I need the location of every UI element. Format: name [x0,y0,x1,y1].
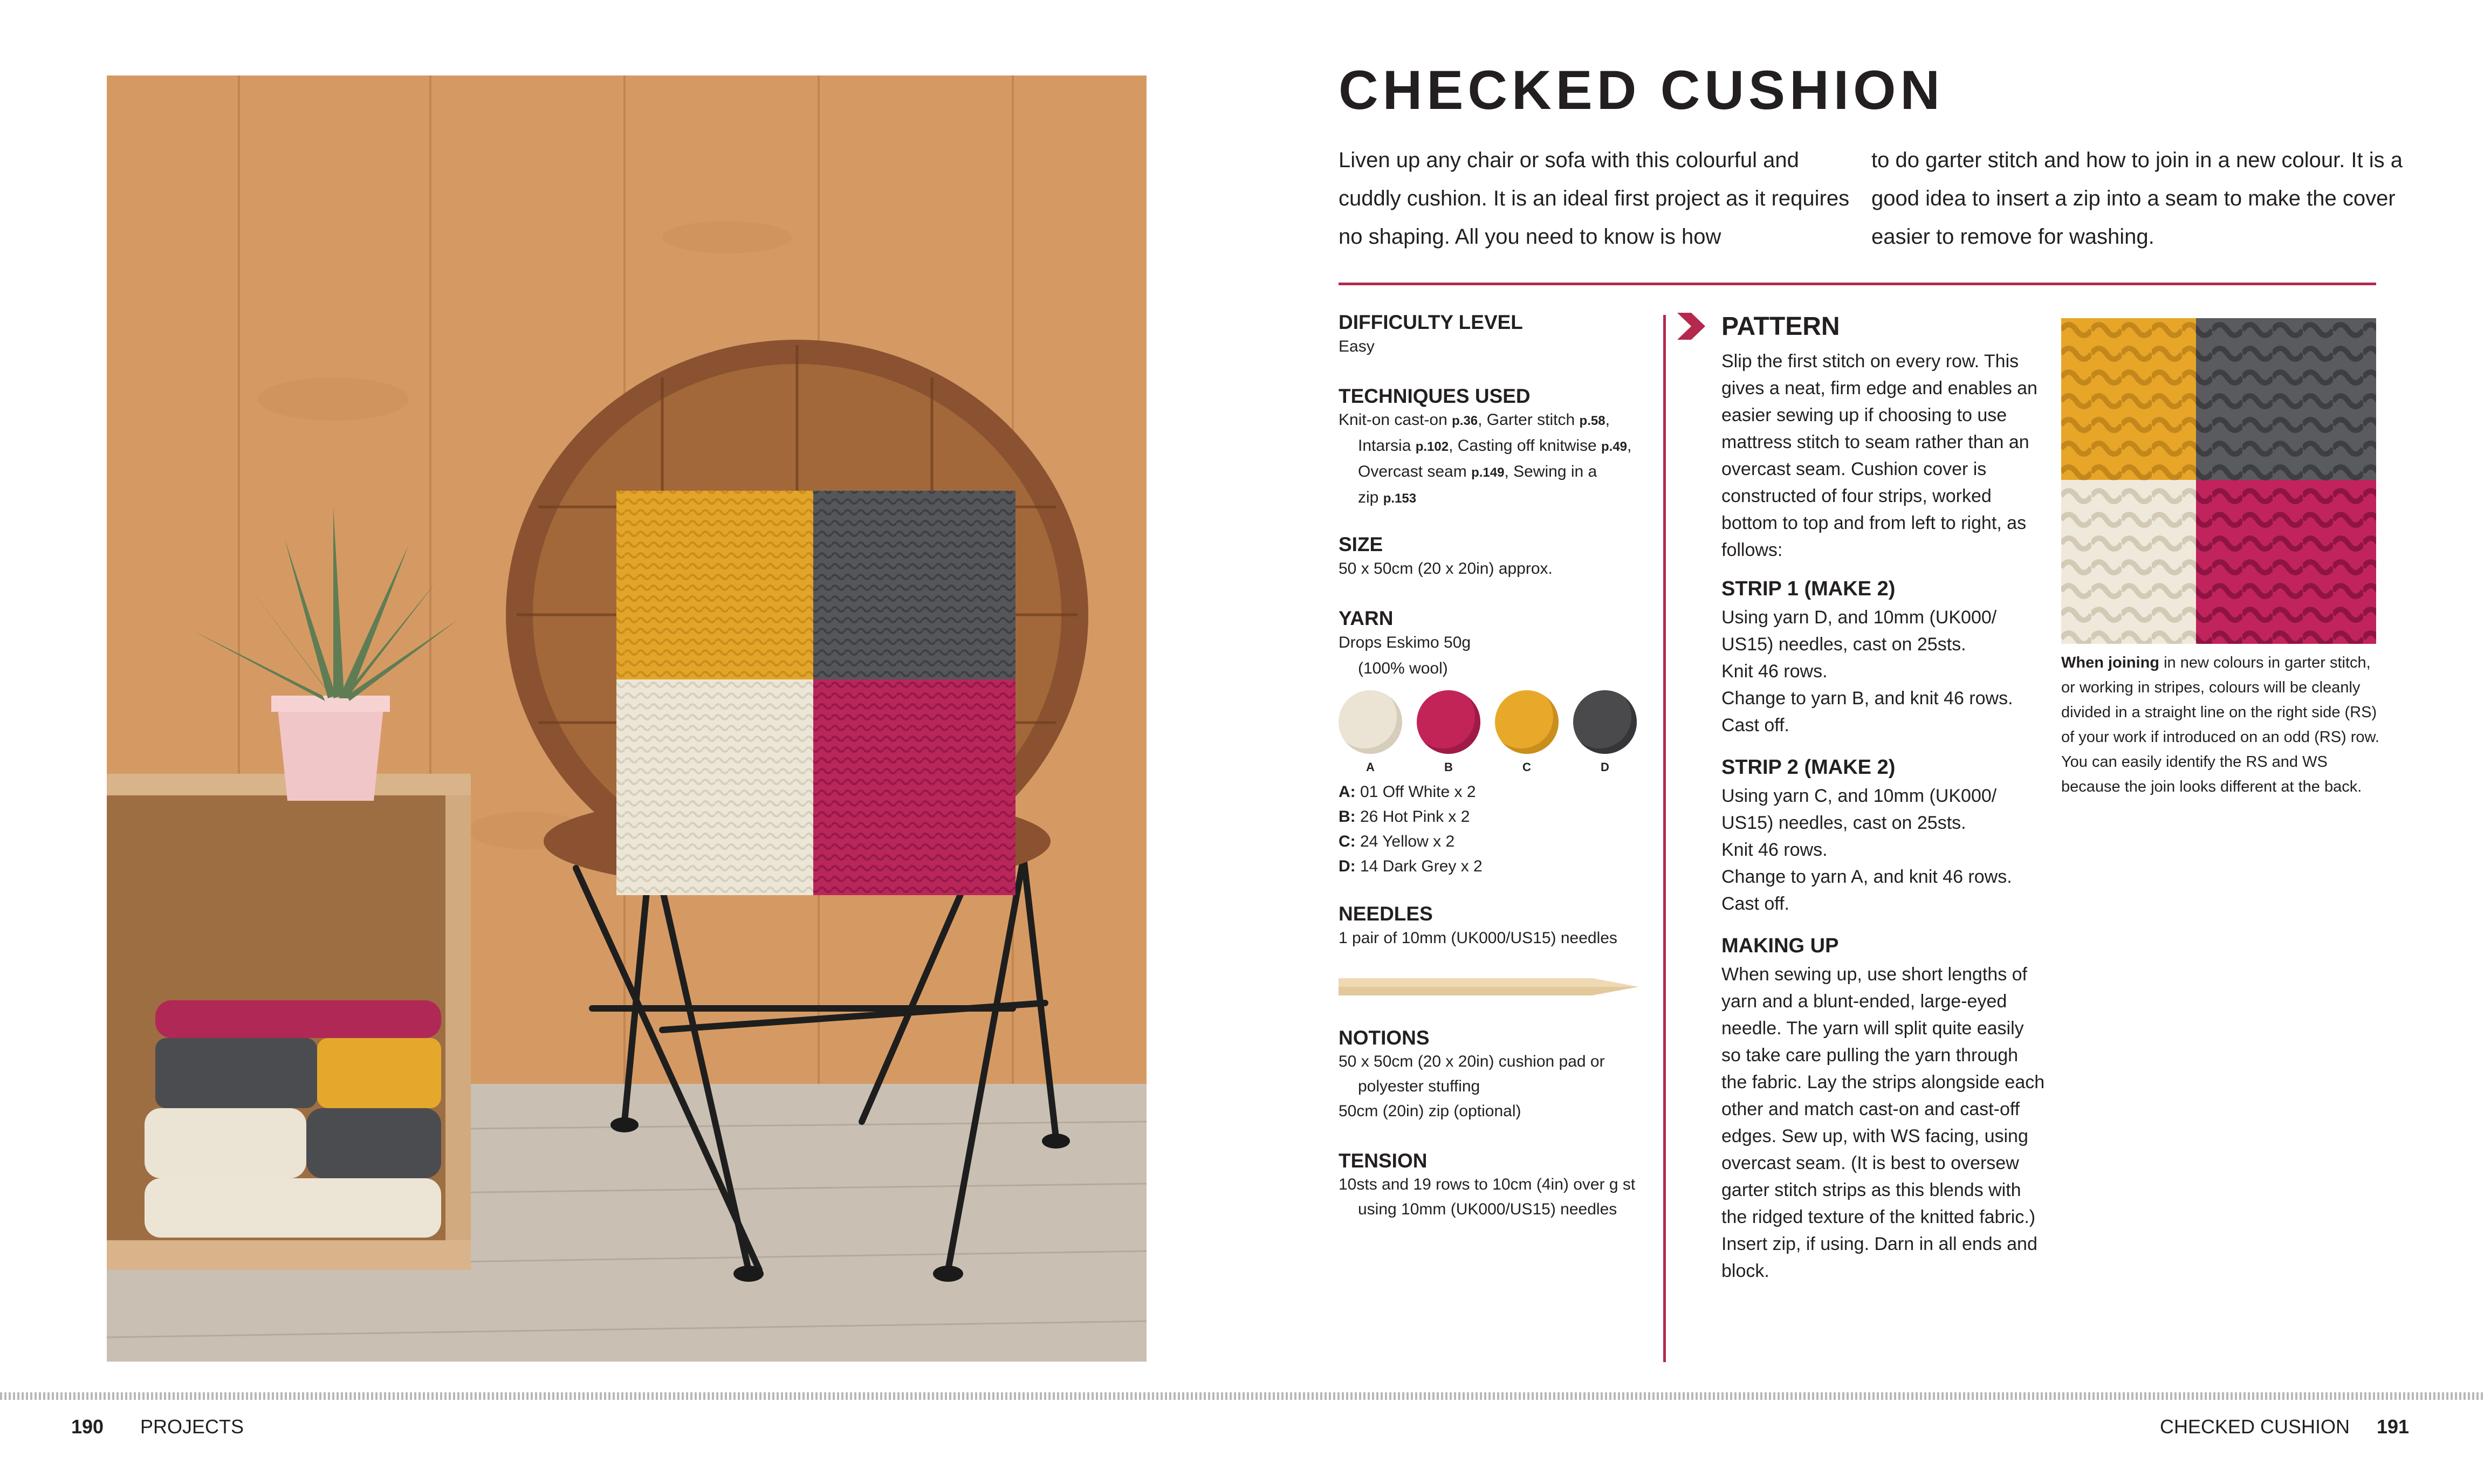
needles-section [1339,903,1657,951]
yarn-balls [1339,690,1657,782]
techniques-line-1: Knit-on cast-on p.36, Garter stitch p.58, [1339,410,1610,429]
yarn-section [1339,608,1657,682]
yarn-ball-label-d: D [1601,760,1609,774]
yarn-ball-label-a: A [1366,760,1375,774]
notions-heading: NOTIONS [1339,1027,1430,1049]
knitting-needle-image [1339,971,1641,1006]
needles-value: 1 pair of 10mm (UK000/US15) needles [1339,929,1617,947]
strip1-section [1721,578,2045,739]
techniques-section [1339,386,1657,511]
yarn-item-b: B: 26 Hot Pink x 2 [1339,808,1470,826]
left-section-label: PROJECTS [140,1416,244,1438]
yarn-ball-c [1495,690,1559,754]
strip2-line-1: Using yarn C, and 10mm (UK000/ [1721,785,1997,806]
needles-heading: NEEDLES [1339,903,1433,925]
swatch-caption: When joining in new colours in garter stitch, or working in stripes, colours will be cleanly divided in a straight line on the right side (RS) of your work if introduced on an odd (RS) row. You can easily identify the RS and WS because the join looks different at the back. [2061,654,2379,795]
techniques-line-4: zip p.153 [1358,488,1417,506]
difficulty-value: Easy [1339,337,1375,355]
yarn-heading: YARN [1339,607,1394,629]
intro-paragraph-col1: Liven up any chair or sofa with this colourful and cuddly cushion. It is an ideal first project as it requires no shaping. All you need to know is how [1339,148,1850,249]
size-value: 50 x 50cm (20 x 20in) approx. [1339,559,1553,578]
tension-line-2: using 10mm (UK000/US15) needles [1358,1200,1617,1218]
notions-line-3: 50cm (20in) zip (optional) [1339,1102,1521,1120]
yarn-ball-d [1573,690,1637,754]
pattern-intro: Slip the first stitch on every row. This gives a neat, firm edge and enables an easier sewing up if choosing to use mattress stitch to seam rather than an overcast seam. Cushion cover is constructed of four strips, worked bottom to top and from left to right, as follows: [1721,351,2037,560]
tension-section [1339,1150,1657,1222]
size-section [1339,534,1657,582]
strip2-section [1721,757,2045,917]
tension-line-1: 10sts and 19 rows to 10cm (4in) over g st [1339,1175,1636,1193]
strip2-line-3: Knit 46 rows. [1721,839,1828,860]
strip1-line-5: Cast off. [1721,714,1789,736]
strip1-line-2: US15) needles, cast on 25sts. [1721,634,1966,655]
making-up-section [1721,935,2045,1284]
size-heading: SIZE [1339,533,1383,555]
yarn-wool: (100% wool) [1358,659,1448,677]
notions-line-1: 50 x 50cm (20 x 20in) cushion pad or [1339,1052,1605,1070]
strip2-line-5: Cast off. [1721,893,1789,914]
making-up-heading: MAKING UP [1721,935,1839,957]
yarn-brand: Drops Eskimo 50g [1339,633,1471,651]
left-page-number: 190 [71,1416,104,1438]
yarn-list [1339,780,1657,879]
notions-line-2: polyester stuffing [1358,1077,1480,1095]
strip2-line-4: Change to yarn A, and knit 46 rows. [1721,866,2012,887]
tension-heading: TENSION [1339,1150,1428,1172]
pattern-arrow-icon [1677,313,1707,342]
section-divider [1339,283,2376,285]
project-photo [107,75,1147,1362]
intro-paragraph-col2: to do garter stitch and how to join in a new colour. It is a good idea to insert a zip into a seam to make the cover easier to remove for washing. [1871,148,2403,249]
yarn-item-c: C: 24 Yellow x 2 [1339,833,1455,850]
footer-rule [0,1392,2484,1400]
strip2-line-2: US15) needles, cast on 25sts. [1721,812,1966,833]
strip1-heading: STRIP 1 (MAKE 2) [1721,578,1896,600]
yarn-ball-b [1417,690,1480,754]
strip1-line-3: Knit 46 rows. [1721,661,1828,682]
pattern-intro-block [1721,348,2045,564]
techniques-line-3: Overcast seam p.149, Sewing in a [1358,462,1597,480]
page-title: CHECKED CUSHION [1339,59,1945,121]
yarn-item-a: A: 01 Off White x 2 [1339,783,1476,801]
right-page-number: 191 [2377,1416,2410,1438]
notions-section [1339,1027,1657,1124]
difficulty-heading: DIFFICULTY LEVEL [1339,311,1523,333]
difficulty-section [1339,312,1657,360]
making-up-text: When sewing up, use short lengths of yarn and a blunt-ended, large-eyed needle. The yarn will split quite easily so take care pulling the yarn through the fabric. Lay the strips alongside each other and match cast-on and cast-off edges. Sew up, with WS facing, using overcast seam. (It is best to oversew garter stitch strips as this blends with the ridged texture of the knitted fabric.) Insert zip, if using. Darn in all ends and block. [1721,964,2045,1281]
strip1-line-4: Change to yarn B, and knit 46 rows. [1721,688,2013,709]
column-divider [1663,315,1666,1362]
right-section-label: CHECKED CUSHION [2160,1416,2350,1438]
pattern-heading: PATTERN [1721,312,1840,341]
yarn-ball-a [1339,690,1402,754]
techniques-line-2: Intarsia p.102, Casting off knitwise p.49, [1358,436,1632,455]
yarn-ball-label-b: B [1444,760,1453,774]
strip2-heading: STRIP 2 (MAKE 2) [1721,756,1896,779]
strip1-line-1: Using yarn D, and 10mm (UK000/ [1721,607,1997,628]
yarn-item-d: D: 14 Dark Grey x 2 [1339,857,1483,875]
yarn-ball-label-c: C [1522,760,1531,774]
knitted-swatch-photo [2061,318,2376,644]
techniques-heading: TECHNIQUES USED [1339,385,1531,407]
